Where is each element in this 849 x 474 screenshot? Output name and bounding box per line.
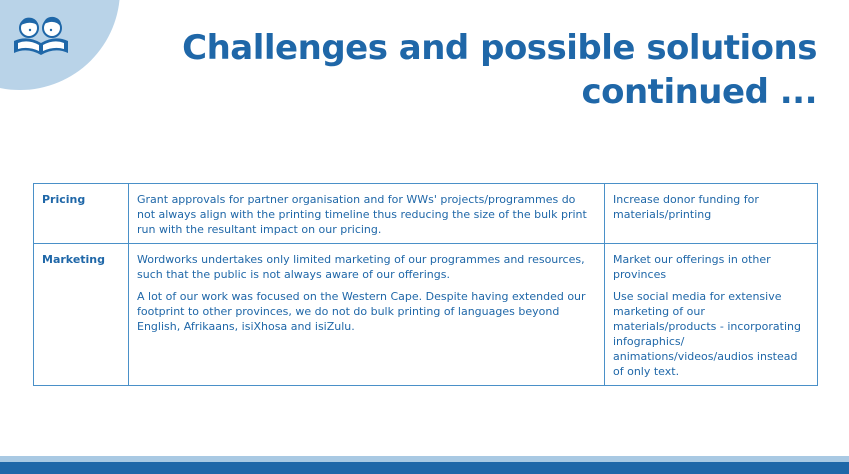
footer-stripe xyxy=(0,462,849,474)
challenge-text: Wordworks undertakes only limited marketing of our programmes and resources, such that the public is not always aware of our offerings. xyxy=(137,253,585,281)
wordworks-logo-icon xyxy=(10,13,72,57)
challenge-text: Grant approvals for partner organisation and for WWs' projects/programmes do not always align with the printing timeline thus reducing the size of the bulk print run with the resultant impact on our pricing. xyxy=(137,193,587,236)
challenge-cell xyxy=(129,244,605,386)
slide-title-line2: continued ... xyxy=(581,72,817,112)
challenge-text: A lot of our work was focused on the Western Cape. Despite having extended our footprint to other provinces, we do not do bulk printing of languages beyond English, Afrikaans, isiXhosa and isiZulu. xyxy=(137,290,586,333)
challenges-table xyxy=(33,183,818,386)
solution-text: Increase donor funding for materials/printing xyxy=(613,193,759,221)
solution-cell xyxy=(605,184,818,244)
category-cell: Pricing xyxy=(34,184,129,244)
challenge-cell xyxy=(129,184,605,244)
slide-title-line1: Challenges and possible solutions xyxy=(182,28,817,68)
solution-cell xyxy=(605,244,818,386)
slide-title xyxy=(182,26,817,114)
solution-text: Market our offerings in other provinces xyxy=(613,253,771,281)
category-cell: Marketing xyxy=(34,244,129,386)
table-row xyxy=(34,244,818,386)
table-row xyxy=(34,184,818,244)
solution-text: Use social media for extensive marketing of our materials/products - incorporating infographics/ animations/videos/audios instead of only text. xyxy=(613,290,801,378)
